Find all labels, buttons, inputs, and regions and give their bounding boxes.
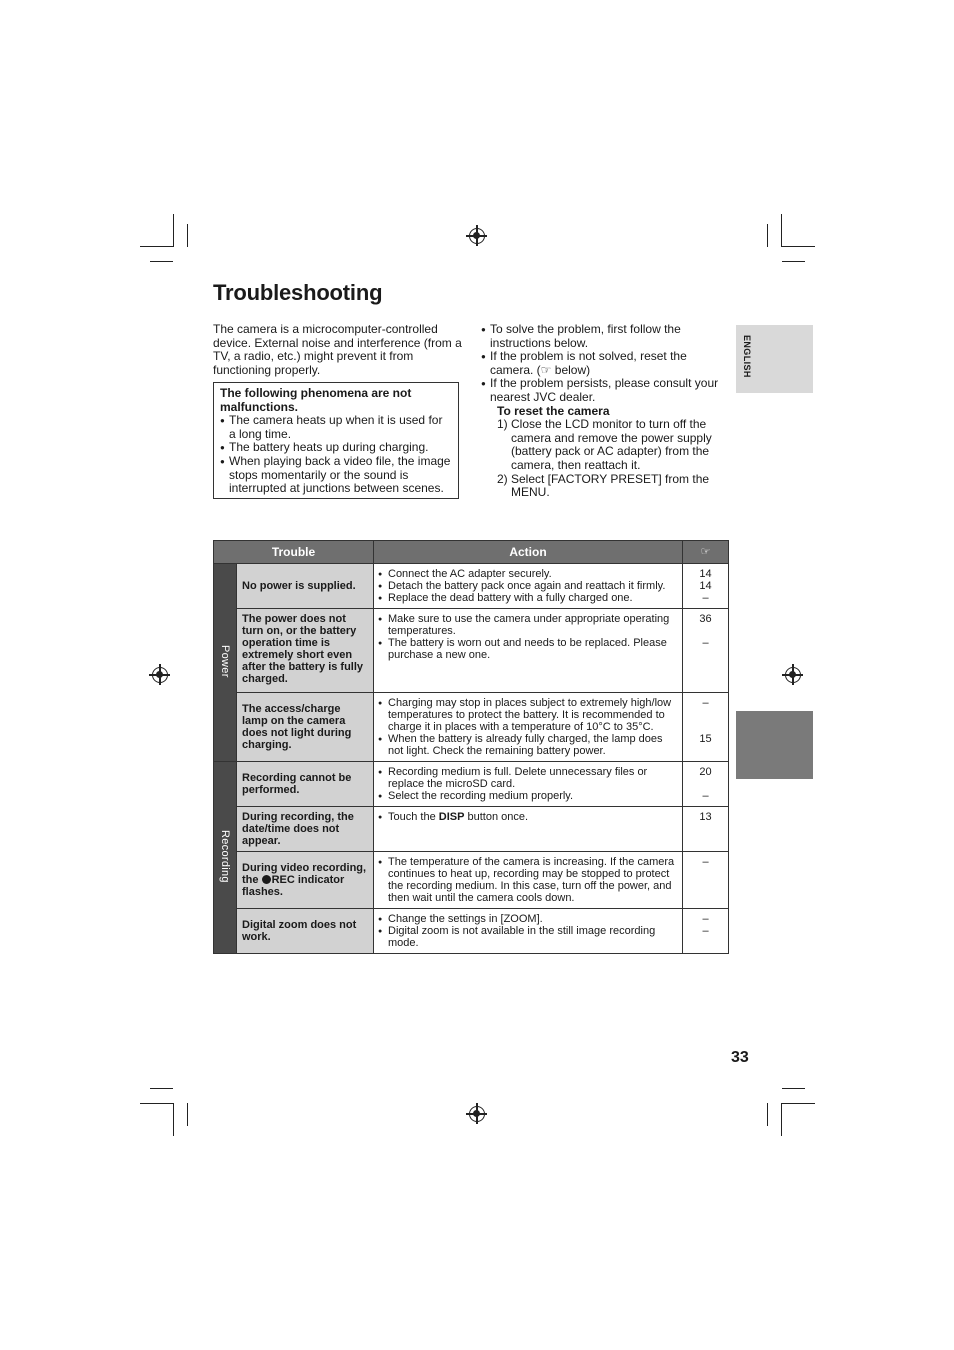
not-malfunction-box <box>213 382 459 499</box>
table-header-row <box>214 541 729 564</box>
list-item: ● Change the settings in [ZOOM]. <box>378 913 678 925</box>
list-item: ● The battery heats up during charging. <box>220 441 452 455</box>
trouble-cell: No power is supplied. <box>237 564 374 609</box>
action-cell <box>374 807 683 852</box>
instructions-list <box>481 323 723 405</box>
page-ref: – <box>702 790 709 802</box>
list-item: ● If the problem is not solved, reset the camera. (☞ below) <box>481 350 723 377</box>
crop-mark <box>781 1103 782 1136</box>
page-ref: 36 <box>699 613 712 625</box>
list-item: ● Digital zoom is not available in the still image recording mode. <box>378 925 678 949</box>
trouble-cell: During recording, the date/time does not appear. <box>237 807 374 852</box>
category-label: Recording <box>219 829 231 883</box>
page-ref <box>685 625 726 637</box>
step-number: 1) <box>497 417 508 432</box>
category-power <box>214 564 237 762</box>
table-row <box>214 693 729 762</box>
language-tab <box>736 325 813 393</box>
crop-mark <box>767 1103 768 1126</box>
language-tab-label: ENGLISH <box>742 335 752 378</box>
page-ref: 13 <box>699 811 712 823</box>
trouble-text: REC indicator flashes. <box>242 874 345 898</box>
crop-mark <box>187 1103 188 1126</box>
crop-mark <box>767 224 768 247</box>
list-item: ● The temperature of the camera is increasing. If the camera continues to heat up, recording may be stopped to protect the recording medium. In this case, turn off the power, and then wait until the camera cools down. <box>378 856 678 904</box>
header-action: Action <box>374 541 683 564</box>
troubleshooting-table <box>213 540 729 954</box>
page-ref: 15 <box>699 733 712 745</box>
crop-mark <box>140 246 173 247</box>
page-ref <box>685 709 726 721</box>
page-ref: – <box>702 913 709 925</box>
action-cell <box>374 564 683 609</box>
reference-cell <box>683 852 729 909</box>
reference-cell <box>683 909 729 954</box>
section-tab <box>736 711 813 779</box>
reference-cell <box>683 609 729 693</box>
table-row <box>214 762 729 807</box>
rec-indicator-dot-icon <box>262 875 271 884</box>
action-text: button once. <box>464 811 529 823</box>
list-item: ● Detach the battery pack once again and reattach it firmly. <box>378 580 678 592</box>
action-cell <box>374 609 683 693</box>
not-malfunction-list <box>220 414 452 496</box>
intro-text: The camera is a microcomputer-controlled device. External noise and interference (from a TV, a radio, etc.) might prevent it from functioning properly. <box>213 322 462 377</box>
list-item: ● When playing back a video file, the image stops momentarily or the sound is interrupted at junctions between scenes. <box>220 455 452 496</box>
page-ref: – <box>702 592 709 604</box>
trouble-text: During video recording, the <box>242 862 367 886</box>
list-item <box>378 811 678 823</box>
step-number: 2) <box>497 471 508 486</box>
crop-mark <box>150 1088 173 1089</box>
crop-mark <box>782 261 805 262</box>
crop-mark <box>782 246 815 247</box>
page-ref: – <box>702 697 709 709</box>
reference-cell <box>683 762 729 807</box>
list-item: ● Replace the dead battery with a fully charged one. <box>378 592 678 604</box>
trouble-cell: Recording cannot be performed. <box>237 762 374 807</box>
list-item: ● Charging may stop in places subject to extremely high/low temperatures to protect the battery. It is recommended to charge it in places with a temperature of 10°C to 35°C. <box>378 697 678 733</box>
trouble-cell <box>237 852 374 909</box>
page-ref <box>685 721 726 733</box>
reference-cell <box>683 693 729 762</box>
crop-mark <box>782 1103 815 1104</box>
list-item: ● Select the recording medium properly. <box>378 790 678 802</box>
page-ref: 20 <box>699 766 712 778</box>
instructions-column <box>481 323 723 500</box>
step-text: Select [FACTORY PRESET] from the MENU. <box>511 471 710 500</box>
table-row <box>214 852 729 909</box>
table-row <box>214 609 729 693</box>
crop-mark <box>187 224 188 247</box>
crop-mark <box>140 1103 173 1104</box>
table-row <box>214 909 729 954</box>
registration-mark-icon <box>152 667 168 683</box>
action-cell <box>374 693 683 762</box>
category-recording <box>214 762 237 954</box>
header-reference-icon: ☞ <box>683 541 729 564</box>
trouble-cell: Digital zoom does not work. <box>237 909 374 954</box>
page-ref <box>685 778 726 790</box>
list-item <box>497 473 723 500</box>
crop-mark <box>173 1103 174 1136</box>
registration-mark-icon <box>469 228 485 244</box>
trouble-cell: The access/charge lamp on the camera does not light during charging. <box>237 693 374 762</box>
action-cell <box>374 909 683 954</box>
reset-camera-heading: To reset the camera <box>497 403 610 418</box>
step-text: Close the LCD monitor to turn off the camera and remove the power supply (battery pack or AC adapter) from the camera, then reattach it. <box>511 417 712 472</box>
table-row <box>214 807 729 852</box>
table-row <box>214 564 729 609</box>
disp-button-label: DISP <box>438 811 465 823</box>
header-trouble: Trouble <box>214 541 374 564</box>
action-cell <box>374 762 683 807</box>
crop-mark <box>173 214 174 247</box>
list-item: ● To solve the problem, first follow the instructions below. <box>481 323 723 350</box>
reference-cell <box>683 564 729 609</box>
action-cell <box>374 852 683 909</box>
list-item: ● The camera heats up when it is used for a long time. <box>220 414 452 441</box>
not-malfunction-title: The following phenomena are not malfunctions. <box>220 386 412 414</box>
page-ref: – <box>702 925 709 937</box>
page-ref: 14 <box>699 568 712 580</box>
crop-mark <box>150 261 173 262</box>
trouble-cell: The power does not turn on, or the battery operation time is extremely short even after the battery is fully charged. <box>237 609 374 693</box>
list-item: ● If the problem persists, please consult your nearest JVC dealer. <box>481 377 723 404</box>
reset-steps <box>481 418 723 500</box>
page-ref: – <box>702 637 709 649</box>
page-number: 33 <box>731 1049 749 1066</box>
list-item: ● Connect the AC adapter securely. <box>378 568 678 580</box>
registration-mark-icon <box>469 1106 485 1122</box>
registration-mark-icon <box>785 667 801 683</box>
list-item: ● Recording medium is full. Delete unnecessary files or replace the microSD card. <box>378 766 678 790</box>
list-item <box>497 418 723 472</box>
category-label: Power <box>219 644 231 678</box>
page-title: Troubleshooting <box>213 280 383 305</box>
action-text: Touch the <box>388 811 439 823</box>
crop-mark <box>782 1088 805 1089</box>
reference-cell <box>683 807 729 852</box>
list-item: ● When the battery is already fully charged, the lamp does not light. Check the remaining battery power. <box>378 733 678 757</box>
page-ref: 14 <box>699 580 712 592</box>
list-item: ● The battery is worn out and needs to be replaced. Please purchase a new one. <box>378 637 678 661</box>
list-item: ● Make sure to use the camera under appropriate operating temperatures. <box>378 613 678 637</box>
page-ref: – <box>702 856 709 868</box>
crop-mark <box>781 214 782 247</box>
